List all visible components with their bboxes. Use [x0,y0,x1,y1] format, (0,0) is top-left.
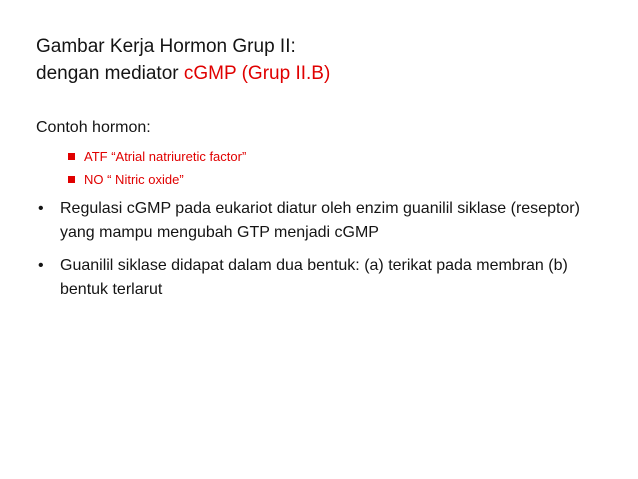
title-line-2 [36,60,596,87]
bullet-text: Guanilil siklase didapat dalam dua bentuk: (a) terikat pada membran (b) bentuk terlarut [60,257,568,298]
title-line-1: Gambar Kerja Hormon Grup II: [36,36,296,57]
slide-title [36,33,596,87]
main-bullet-list [36,197,606,302]
square-bullet-icon [68,176,75,183]
list-item [68,145,606,168]
slide-content [36,117,606,311]
list-item [36,254,606,302]
sub-item-text: NO “ Nitric oxide” [84,172,184,187]
title-accent: cGMP (Grup II.B) [183,63,331,84]
list-item [68,168,606,191]
bullet-text: Regulasi cGMP pada eukariot diatur oleh enzim guanilil siklase (reseptor) yang mampu mengubah GTP menjadi cGMP [60,200,580,241]
bullet-icon: • [38,200,44,217]
square-bullet-icon [68,153,75,160]
bullet-icon: • [38,257,44,274]
title-line-2-prefix: dengan mediator [36,63,184,84]
sub-item-text: ATF “Atrial natriuretic factor” [84,149,247,164]
list-item [36,197,606,245]
hormone-example-list [36,145,606,191]
lead-text: Contoh hormon: [36,119,151,136]
